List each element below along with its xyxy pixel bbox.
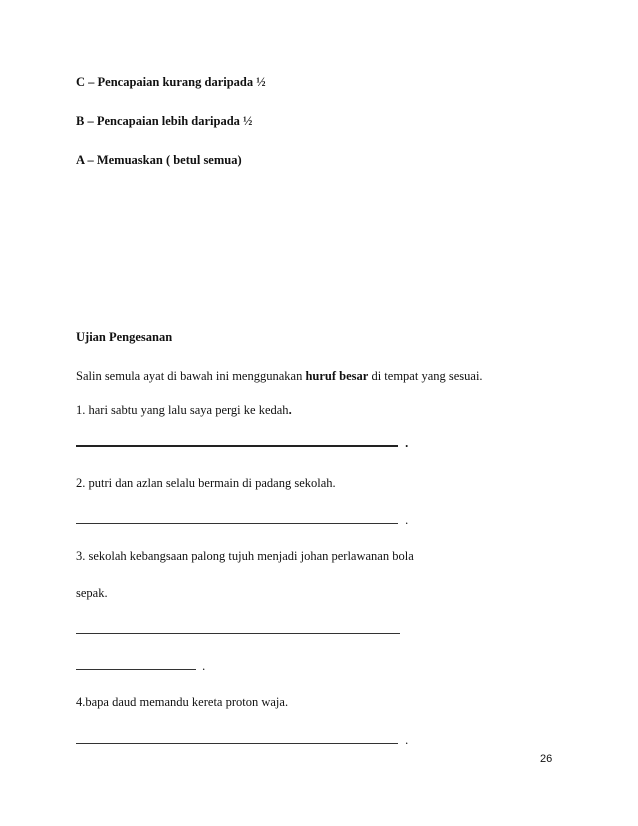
question-1	[76, 404, 292, 417]
question-3-line-1: 3. sekolah kebangsaan palong tujuh menjadi johan perlawanan bola	[76, 549, 414, 563]
answer-4-rule	[76, 743, 398, 744]
answer-2-period: .	[405, 513, 409, 527]
answer-3a-rule	[76, 633, 400, 634]
grade-b-criterion: B – Pencapaian lebih daripada ½	[76, 114, 253, 128]
grade-c-criterion: C – Pencapaian kurang daripada ½	[76, 75, 266, 89]
answer-line-1	[76, 437, 408, 450]
answer-line-3b	[76, 660, 205, 673]
answer-1-period: .	[405, 436, 409, 450]
answer-1-rule	[76, 445, 398, 447]
answer-line-4	[76, 734, 408, 747]
answer-3b-rule	[76, 669, 196, 670]
answer-line-2	[76, 514, 408, 527]
answer-line-3a	[76, 624, 400, 637]
answer-4-period: .	[405, 733, 409, 747]
page-number: 26	[540, 753, 553, 765]
instruction-part-2: di tempat yang sesuai.	[368, 369, 483, 383]
answer-2-rule	[76, 523, 398, 524]
instruction-text	[76, 370, 483, 383]
instruction-part-1: Salin semula ayat di bawah ini menggunakan	[76, 369, 306, 383]
section-heading: Ujian Pengesanan	[76, 330, 173, 344]
instruction-emphasis: huruf besar	[305, 369, 369, 383]
answer-3b-period: .	[202, 659, 206, 673]
question-1-period: .	[288, 403, 292, 417]
question-3-line-2: sepak.	[76, 586, 108, 600]
question-1-text: 1. hari sabtu yang lalu saya pergi ke kedah	[76, 403, 289, 417]
question-2: 2. putri dan azlan selalu bermain di padang sekolah.	[76, 476, 336, 490]
question-4: 4.bapa daud memandu kereta proton waja.	[76, 695, 289, 709]
grade-a-criterion: A – Memuaskan ( betul semua)	[76, 153, 242, 167]
